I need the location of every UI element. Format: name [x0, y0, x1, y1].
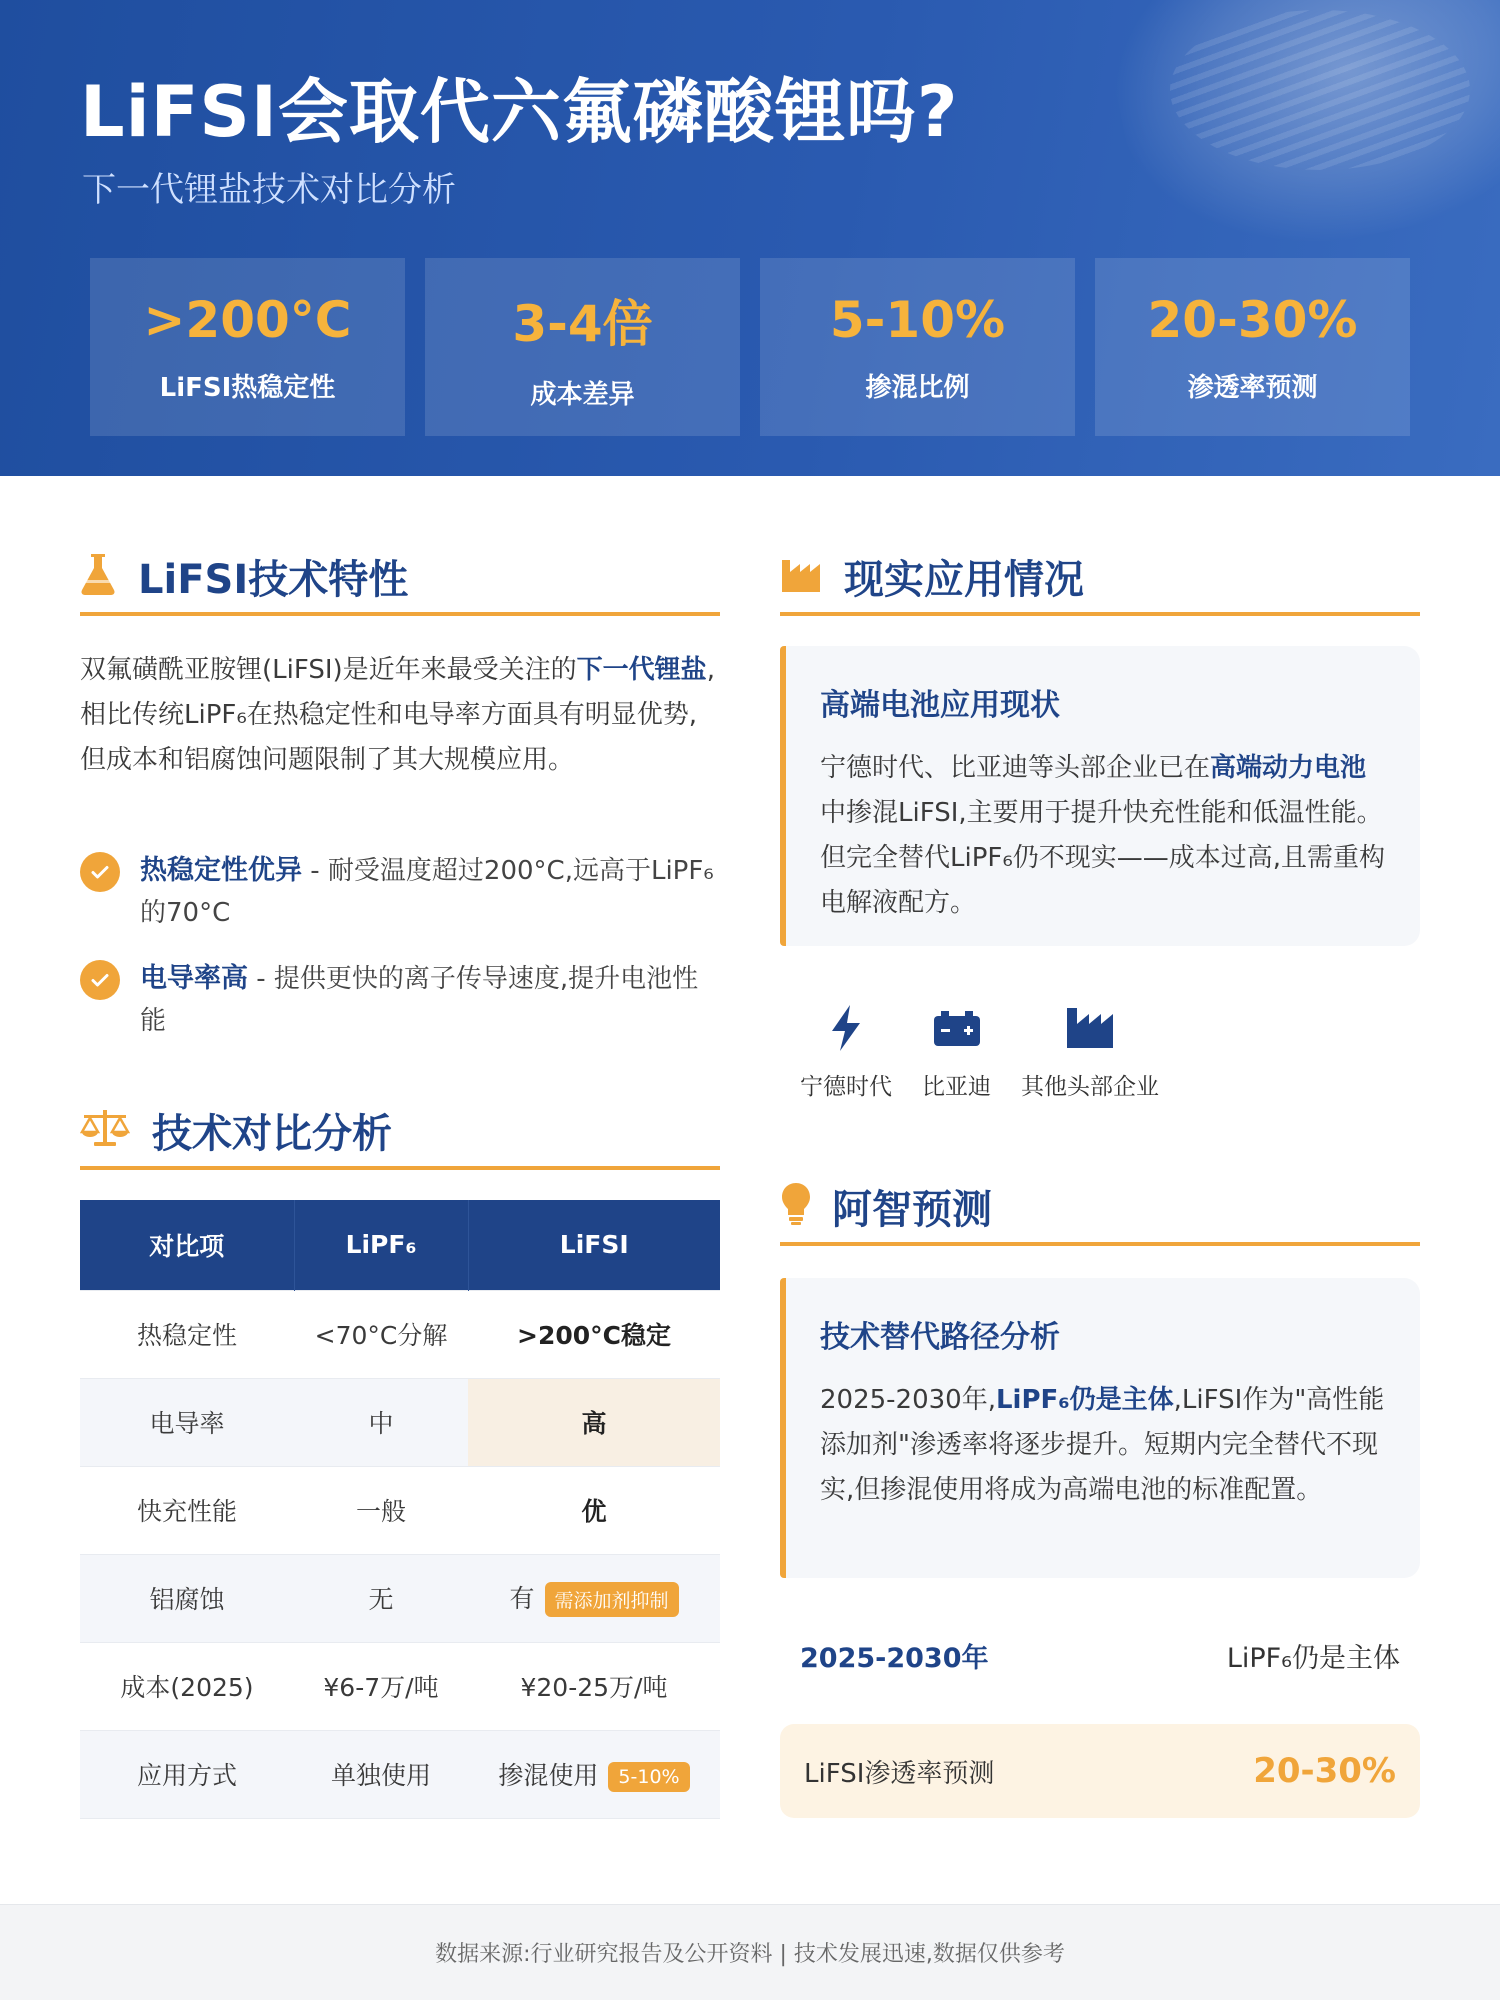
- table-row: [80, 1466, 720, 1554]
- factory-icon: [1065, 1000, 1115, 1056]
- table-cell: 快充性能: [80, 1466, 294, 1554]
- section-heading-tech: [80, 540, 720, 616]
- brush-texture-decoration: [1170, 10, 1470, 170]
- table-cell: 热稳定性: [80, 1290, 294, 1378]
- feature-text: [140, 958, 720, 1042]
- table-cell: ¥20-25万/吨: [468, 1642, 720, 1730]
- battery-icon: [932, 1000, 982, 1056]
- company-name: 其他头部企业: [1021, 1074, 1159, 1100]
- check-icon: [80, 960, 120, 1000]
- company-catl: [800, 1000, 892, 1101]
- company-name: 比亚迪: [922, 1074, 991, 1100]
- feature-desc: - 提供更快的离子传导速度,提升电池性能: [140, 964, 699, 1036]
- table-cell: 高: [468, 1378, 720, 1466]
- intro-highlight: 下一代锂盐: [576, 655, 707, 685]
- table-header-cell: LiPF₆: [294, 1200, 468, 1290]
- stat-label: 成本差异: [530, 379, 635, 410]
- feature-text: [140, 850, 720, 934]
- check-icon: [80, 852, 120, 892]
- card-body: [820, 746, 1390, 926]
- page-subtitle: 下一代锂盐技术对比分析: [82, 170, 456, 210]
- card-title: 高端电池应用现状: [820, 688, 1060, 723]
- feature-item-thermal: [80, 850, 720, 934]
- feature-title: 电导率高: [140, 963, 248, 994]
- card-highlight: LiPF₆仍是主体: [995, 1385, 1174, 1415]
- footer: [0, 1904, 1500, 2000]
- lightbulb-icon: [780, 1181, 812, 1231]
- lightning-icon: [826, 1000, 866, 1056]
- table-header-row: [80, 1200, 720, 1290]
- table-cell: <70°C分解: [294, 1290, 468, 1378]
- intro-text-rest: ,相比传统LiPF₆在热稳定性和电导率方面具有明显优势,但成本和铝腐蚀问题限制了其大规模应用。: [80, 655, 715, 775]
- factory-icon: [780, 556, 822, 596]
- card-text: 2025-2030年,: [820, 1385, 996, 1415]
- stat-value: 5-10%: [829, 290, 1006, 349]
- company-others: [1021, 1000, 1159, 1101]
- section-heading-forecast: [780, 1170, 1420, 1246]
- company-list: [800, 1000, 1189, 1101]
- footer-source-text: 数据来源:行业研究报告及公开资料 | 技术发展迅速,数据仅供参考: [435, 1942, 1065, 1967]
- timeline-row: [780, 1620, 1420, 1690]
- table-cell: 一般: [294, 1466, 468, 1554]
- stat-card-penetration: [1095, 258, 1410, 436]
- company-byd: [922, 1000, 991, 1101]
- stat-label: 渗透率预测: [1187, 372, 1318, 403]
- header-banner: [0, 0, 1500, 476]
- stat-value: 3-4倍: [512, 294, 653, 353]
- cell-value: 有: [509, 1583, 535, 1613]
- stat-card-thermal: [90, 258, 405, 436]
- table-header-cell: 对比项: [80, 1200, 294, 1290]
- table-cell: 电导率: [80, 1378, 294, 1466]
- section-title: 现实应用情况: [844, 556, 1084, 603]
- page-title: LiFSI会取代六氟磷酸锂吗?: [80, 71, 959, 153]
- section-heading-application: [780, 540, 1420, 616]
- feature-item-conductivity: [80, 958, 720, 1042]
- table-cell: >200°C稳定: [468, 1290, 720, 1378]
- timeline-value: LiPF₆仍是主体: [1226, 1642, 1400, 1674]
- section-title: LiFSI技术特性: [138, 556, 409, 603]
- blend-ratio-tag: 5-10%: [608, 1762, 689, 1792]
- table-cell: 单独使用: [294, 1730, 468, 1818]
- stat-value: 20-30%: [1147, 290, 1358, 349]
- table-header-cell: LiFSI: [468, 1200, 720, 1290]
- stat-card-blend: [760, 258, 1075, 436]
- table-row: [80, 1290, 720, 1378]
- table-row: [80, 1730, 720, 1818]
- flask-icon: [80, 552, 116, 600]
- table-cell: 成本(2025): [80, 1642, 294, 1730]
- penetration-value: 20-30%: [1253, 1751, 1396, 1791]
- forecast-card: [780, 1278, 1420, 1578]
- company-name: 宁德时代: [800, 1074, 892, 1100]
- feature-title: 热稳定性优异: [140, 855, 302, 886]
- card-text-rest: ,LiFSI作为"高性能添加剂"渗透率将逐步提升。短期内完全替代不现实,但掺混使用将成为高端电池的标准配置。: [820, 1385, 1385, 1505]
- table-cell: 中: [294, 1378, 468, 1466]
- stat-value: >200°C: [143, 290, 352, 349]
- card-highlight: 高端动力电池: [1210, 753, 1367, 783]
- table-cell: [468, 1730, 720, 1818]
- stat-label: LiFSI热稳定性: [159, 372, 336, 403]
- stat-label: 掺混比例: [865, 372, 970, 403]
- additive-tag: 需添加剂抑制: [545, 1582, 679, 1617]
- table-cell: 应用方式: [80, 1730, 294, 1818]
- section-heading-compare: [80, 1094, 720, 1170]
- timeline-year: 2025-2030年: [800, 1642, 989, 1674]
- penetration-label: LiFSI渗透率预测: [804, 1758, 995, 1789]
- card-text: 宁德时代、比亚迪等头部企业已在: [820, 753, 1211, 783]
- scale-icon: [80, 1108, 130, 1152]
- table-cell: 优: [468, 1466, 720, 1554]
- table-row: [80, 1554, 720, 1642]
- application-card: [780, 646, 1420, 946]
- table-row: [80, 1378, 720, 1466]
- intro-paragraph: [80, 648, 720, 783]
- table-cell: [468, 1554, 720, 1642]
- table-cell: ¥6-7万/吨: [294, 1642, 468, 1730]
- section-title: 技术对比分析: [152, 1110, 392, 1157]
- penetration-forecast-row: [780, 1724, 1420, 1818]
- section-title: 阿智预测: [832, 1186, 992, 1233]
- table-row: [80, 1642, 720, 1730]
- card-title: 技术替代路径分析: [820, 1320, 1060, 1355]
- card-text-rest: 中掺混LiFSI,主要用于提升快充性能和低温性能。但完全替代LiPF₆仍不现实——成本过高,且需重构电解液配方。: [820, 798, 1386, 918]
- card-body: [820, 1378, 1390, 1513]
- stats-row: [90, 258, 1410, 436]
- stat-card-cost: [425, 258, 740, 436]
- cell-value: 掺混使用: [498, 1761, 599, 1790]
- intro-text: 双氟磺酰亚胺锂(LiFSI)是近年来最受关注的: [80, 655, 577, 685]
- table-cell: 无: [294, 1554, 468, 1642]
- table-cell: 铝腐蚀: [80, 1554, 294, 1642]
- feature-desc: - 耐受温度超过200°C,远高于LiPF₆的70°C: [140, 856, 714, 928]
- comparison-table: [80, 1200, 720, 1819]
